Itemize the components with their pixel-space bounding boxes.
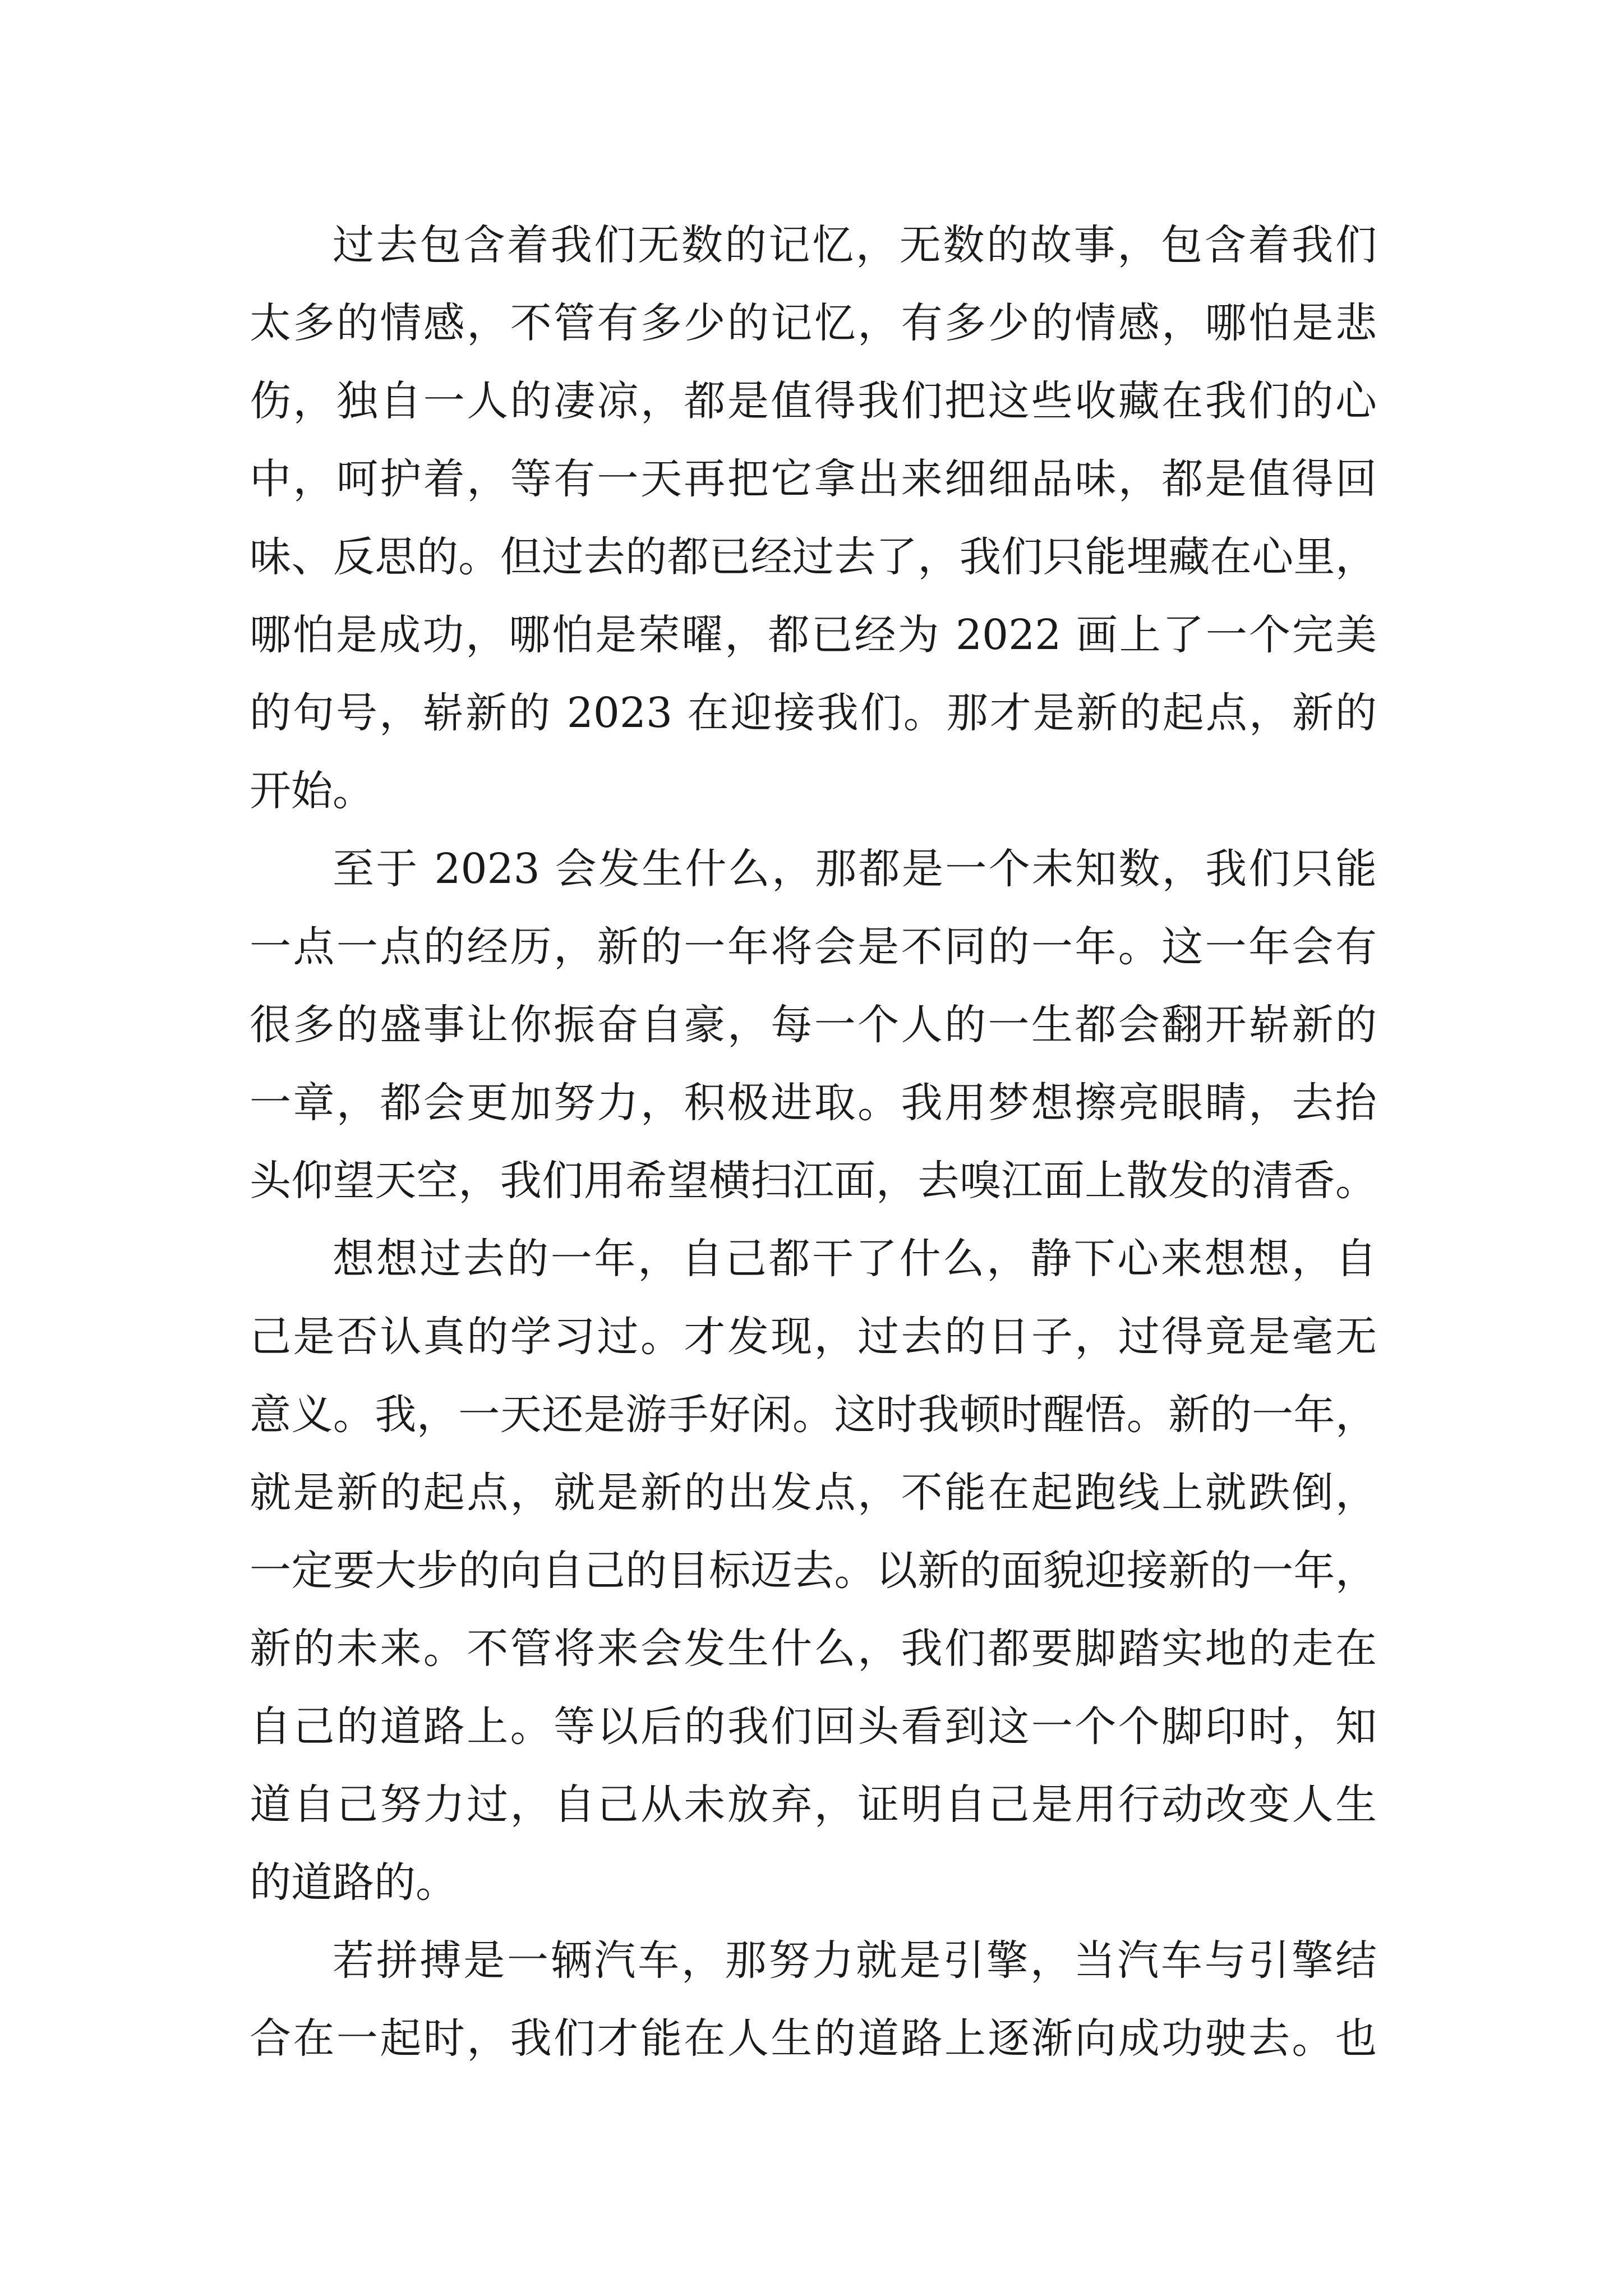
paragraph-3 xyxy=(250,1220,1377,1922)
paragraph-1 xyxy=(250,206,1377,830)
text-line: 新的未来。不管将来会发生什么，我们都要脚踏实地的走在 xyxy=(250,1625,1377,1673)
text-line: 的道路的。 xyxy=(250,1858,457,1907)
text-line: 的句号，崭新的 2023 在迎接我们。那才是新的起点，新的 xyxy=(250,689,1377,737)
text-line: 就是新的起点，就是新的出发点，不能在起跑线上就跌倒， xyxy=(250,1469,1377,1517)
text-line: 太多的情感，不管有多少的记忆，有多少的情感，哪怕是悲 xyxy=(250,299,1377,347)
text-line: 味、反思的。但过去的都已经过去了，我们只能埋藏在心里， xyxy=(250,533,1377,581)
text-line: 一点一点的经历，新的一年将会是不同的一年。这一年会有 xyxy=(250,923,1377,971)
body-text xyxy=(250,206,1377,2078)
text-line: 己是否认真的学习过。才发现，过去的日子，过得竟是毫无 xyxy=(250,1313,1377,1361)
text-line: 道自己努力过，自己从未放弃，证明自己是用行动改变人生 xyxy=(250,1780,1377,1829)
paragraph-2 xyxy=(250,830,1377,1220)
text-line: 一定要大步的向自己的目标迈去。以新的面貌迎接新的一年， xyxy=(250,1547,1377,1595)
text-line: 想想过去的一年，自己都干了什么，静下心来想想，自 xyxy=(333,1235,1377,1283)
text-line: 中，呵护着，等有一天再把它拿出来细细品味，都是值得回 xyxy=(250,455,1377,503)
text-line: 若拼搏是一辆汽车，那努力就是引擎，当汽车与引擎结 xyxy=(333,1936,1377,1985)
text-line: 开始。 xyxy=(250,767,374,815)
text-line: 哪怕是成功，哪怕是荣曜，都已经为 2022 画上了一个完美 xyxy=(250,611,1377,659)
text-line: 自己的道路上。等以后的我们回头看到这一个个脚印时，知 xyxy=(250,1703,1377,1751)
text-line: 至于 2023 会发生什么，那都是一个未知数，我们只能 xyxy=(333,845,1377,893)
text-line: 意义。我，一天还是游手好闲。这时我顿时醒悟。新的一年， xyxy=(250,1391,1377,1439)
text-line: 很多的盛事让你振奋自豪，每一个人的一生都会翻开崭新的 xyxy=(250,1001,1377,1049)
text-line: 合在一起时，我们才能在人生的道路上逐渐向成功驶去。也 xyxy=(250,2014,1377,2063)
text-line: 过去包含着我们无数的记忆，无数的故事，包含着我们 xyxy=(333,221,1377,269)
text-line: 头仰望天空，我们用希望横扫江面，去嗅江面上散发的清香。 xyxy=(250,1157,1377,1205)
paragraph-4 xyxy=(250,1922,1377,2078)
text-line: 一章，都会更加努力，积极进取。我用梦想擦亮眼睛，去抬 xyxy=(250,1079,1377,1127)
text-line: 伤，独自一人的凄凉，都是值得我们把这些收藏在我们的心 xyxy=(250,377,1377,425)
